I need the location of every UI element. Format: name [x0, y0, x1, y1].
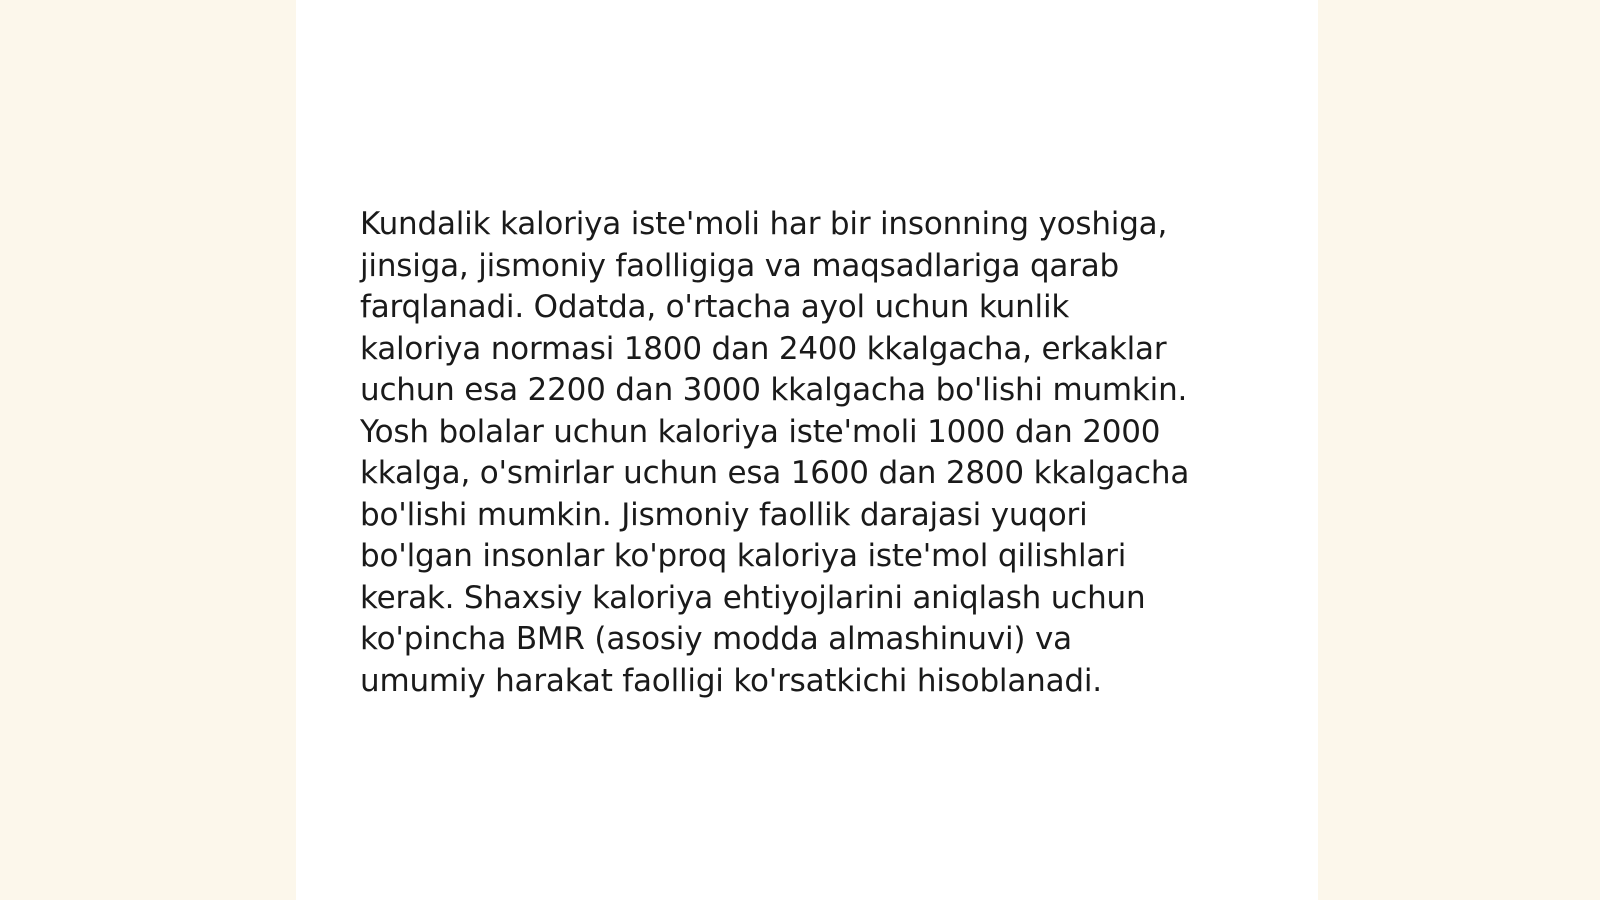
text-line: kerak. Shaxsiy kaloriya ehtiyojlarini aniqlash uchun [360, 579, 1146, 616]
slide [296, 0, 1318, 900]
text-line: jinsiga, jismoniy faolligiga va maqsadlariga qarab [360, 247, 1120, 284]
text-line: kkalga, o'smirlar uchun esa 1600 dan 2800 kkalgacha [360, 455, 1190, 491]
text-line: ko'pincha BMR (asosiy modda almashinuvi) va [360, 621, 1072, 657]
text-line: Yosh bolalar uchun kaloriya iste'moli 1000 dan 2000 [360, 413, 1161, 450]
text-line: uchun esa 2200 dan 3000 kkalgacha bo'lishi mumkin. [360, 372, 1188, 408]
text-line: bo'lgan insonlar ko'proq kaloriya iste'mol qilishlari [360, 538, 1127, 574]
text-line: umumiy harakat faolligi ko'rsatkichi hisoblanadi. [360, 662, 1102, 699]
text-line: bo'lishi mumkin. Jismoniy faollik darajasi yuqori [360, 496, 1088, 533]
slide-body-text [360, 204, 1250, 702]
text-line: kaloriya normasi 1800 dan 2400 kkalgacha, erkaklar [360, 330, 1167, 367]
text-line: farqlanadi. Odatda, o'rtacha ayol uchun kunlik [360, 289, 1070, 325]
text-line: Kundalik kaloriya iste'moli har bir insonning yoshiga, [360, 206, 1168, 242]
